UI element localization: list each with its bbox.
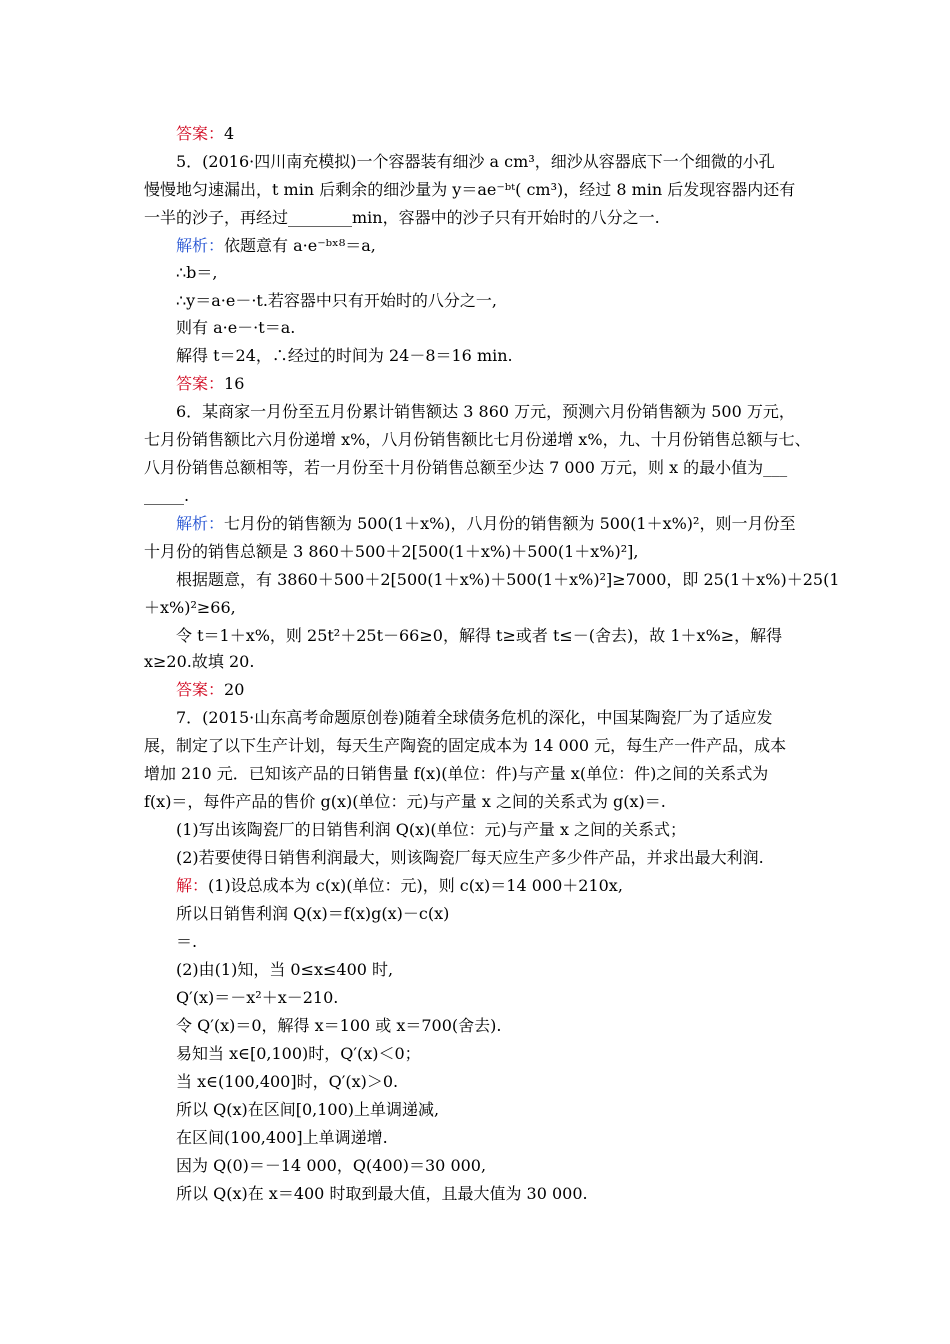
answer-label: 答案： [176, 680, 225, 699]
solution-line [176, 876, 623, 896]
analysis-text: 依题意有 a·e⁻ᵇˣ⁸＝a, [224, 236, 376, 255]
solution-text: 令 Q′(x)＝0，解得 x＝100 或 x＝700(舍去). [176, 1016, 502, 1035]
problem-7-line [176, 820, 686, 840]
solution-text: (2)由(1)知，当 0≤x≤400 时, [176, 960, 394, 979]
analysis-line [176, 346, 513, 366]
solution-text: 所以 Q(x)在区间[0,100)上单调递减, [176, 1100, 440, 1119]
analysis-text: 令 t＝1＋x%，则 25t²＋25t－66≥0，解得 t≥或者 t≤－(舍去)，故 1＋x%≥，解得 [176, 626, 783, 645]
solution-text: Q′(x)＝－x²＋x－210. [176, 988, 339, 1007]
problem-text: 展，制定了以下生产计划，每天生产陶瓷的固定成本为 14 000 元，每生产一件产品，成本 [144, 736, 787, 755]
problem-text: 7．(2015·山东高考命题原创卷)随着全球债务危机的深化，中国某陶瓷厂为了适应发 [176, 708, 773, 727]
problem-6-line [144, 430, 811, 450]
analysis-text: 则有 a·e－·t＝a. [176, 318, 296, 337]
problem-text: 增加 210 元．已知该产品的日销售量 f(x)(单位：件)与产量 x(单位：件)之间的关系式为 [144, 764, 769, 783]
solution-label: 解： [176, 876, 209, 895]
solution-text: (1)设总成本为 c(x)(单位：元)，则 c(x)＝14 000＋210x, [208, 876, 623, 895]
problem-5-line [144, 180, 795, 200]
solution-line [176, 988, 338, 1008]
answer-value: 20 [224, 680, 245, 699]
problem-text: 6．某商家一月份至五月份累计销售额达 3 860 万元，预测六月份销售额为 500 万元， [176, 402, 795, 421]
analysis-label: 解析： [176, 514, 225, 533]
problem-7-line [176, 708, 772, 728]
problem-text: _____. [144, 486, 190, 505]
solution-line [176, 904, 449, 924]
solution-line [176, 1184, 588, 1204]
problem-6-line [144, 458, 787, 478]
solution-line [176, 1100, 439, 1120]
problem-6-line [144, 486, 189, 506]
analysis-line [144, 542, 638, 562]
analysis-line [144, 598, 236, 618]
answer-value: 4 [224, 124, 235, 143]
solution-line [176, 1156, 486, 1176]
problem-text: 慢慢地匀速漏出，t min 后剩余的细沙量为 y＝ae⁻ᵇᵗ( cm³)，经过 8 min 后发现容器内还有 [144, 180, 796, 199]
solution-text: 当 x∈(100,400]时，Q′(x)＞0. [176, 1072, 399, 1091]
problem-6-line [176, 402, 795, 422]
problem-7-line [144, 764, 768, 784]
solution-text: 所以日销售利润 Q(x)＝f(x)g(x)－c(x) [176, 904, 450, 923]
analysis-text: 十月份的销售总额是 3 860＋500＋2[500(1＋x%)＋500(1＋x%)²], [144, 542, 639, 561]
problem-7-line [144, 792, 666, 812]
problem-5-line [176, 152, 775, 172]
solution-text: 在区间(100,400]上单调递增. [176, 1128, 388, 1147]
analysis-line [176, 318, 295, 338]
problem-text: 一半的沙子，再经过________min，容器中的沙子只有开始时的八分之一. [144, 208, 660, 227]
analysis-text: ∴b＝, [176, 263, 218, 282]
problem-text: (1)写出该陶瓷厂的日销售利润 Q(x)(单位：元)与产量 x 之间的关系式； [176, 820, 687, 839]
solution-line [176, 1128, 388, 1148]
analysis-line [176, 514, 795, 534]
analysis-line [176, 236, 376, 256]
answer-label: 答案： [176, 374, 225, 393]
analysis-text: x≥20.故填 20. [144, 652, 255, 671]
analysis-line [176, 263, 218, 283]
problem-5-line [144, 208, 660, 228]
analysis-line [176, 570, 840, 590]
answer-line [176, 374, 244, 394]
analysis-text: 七月份的销售额为 500(1＋x%)，八月份的销售额为 500(1＋x%)²，则一月份至 [224, 514, 796, 533]
solution-text: 因为 Q(0)＝－14 000，Q(400)＝30 000, [176, 1156, 487, 1175]
answer-line [176, 680, 244, 700]
analysis-label: 解析： [176, 236, 225, 255]
analysis-text: 根据题意，有 3860＋500＋2[500(1＋x%)＋500(1＋x%)²]≥7000，即 25(1＋x%)＋25(1 [176, 570, 840, 589]
solution-text: ＝. [176, 932, 198, 951]
problem-text: 八月份销售总额相等，若一月份至十月份销售总额至少达 7 000 万元，则 x 的最小值为___ [144, 458, 788, 477]
analysis-line [176, 291, 497, 311]
analysis-text: ∴y＝a·e－·t.若容器中只有开始时的八分之一, [176, 291, 498, 310]
problem-text: f(x)＝，每件产品的售价 g(x)(单位：元)与产量 x 之间的关系式为 g(x)＝. [144, 792, 666, 811]
solution-line [176, 1016, 501, 1036]
solution-line [176, 960, 393, 980]
analysis-text: 解得 t＝24，∴经过的时间为 24－8＝16 min. [176, 346, 513, 365]
analysis-line [144, 652, 254, 672]
answer-value: 16 [224, 374, 245, 393]
analysis-text: ＋x%)²≥66, [144, 598, 236, 617]
problem-text: 七月份销售额比六月份递增 x%，八月份销售额比七月份递增 x%，九、十月份销售总额与七、 [144, 430, 811, 449]
solution-text: 易知当 x∈[0,100)时，Q′(x)＜0； [176, 1044, 421, 1063]
solution-line [176, 932, 197, 952]
answer-label: 答案： [176, 124, 225, 143]
problem-7-line [176, 848, 764, 868]
problem-text: 5．(2016·四川南充模拟)一个容器装有细沙 a cm³，细沙从容器底下一个细微的小孔 [176, 152, 775, 171]
solution-line [176, 1072, 398, 1092]
solution-text: 所以 Q(x)在 x＝400 时取到最大值，且最大值为 30 000. [176, 1184, 588, 1203]
problem-7-line [144, 736, 786, 756]
problem-text: (2)若要使得日销售利润最大，则该陶瓷厂每天应生产多少件产品，并求出最大利润. [176, 848, 764, 867]
solution-line [176, 1044, 421, 1064]
analysis-line [176, 626, 782, 646]
answer-line [176, 124, 234, 144]
